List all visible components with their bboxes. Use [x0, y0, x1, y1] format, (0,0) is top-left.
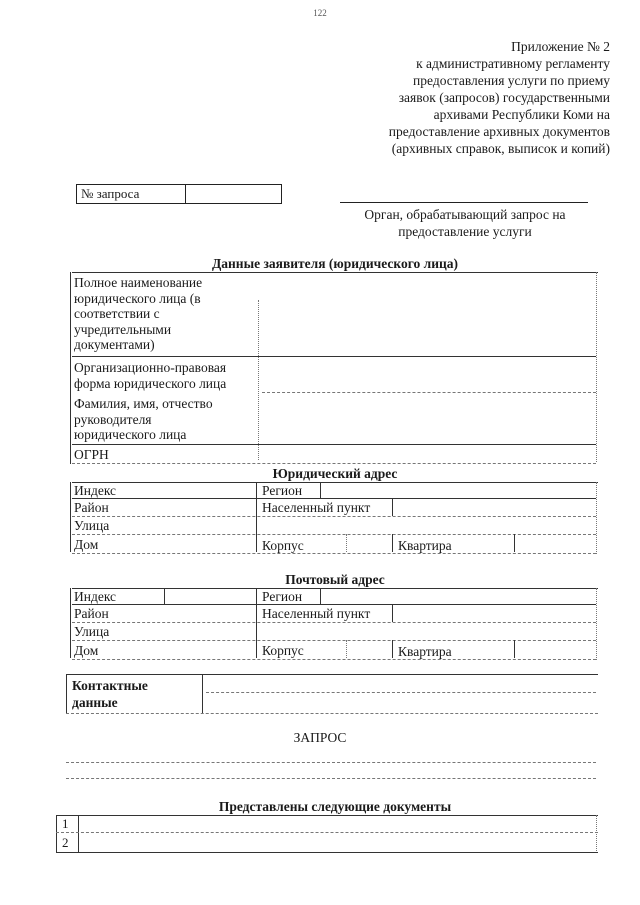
appendix-line: к административному регламенту [416, 56, 610, 71]
contacts-left-border [66, 674, 67, 714]
postal-address-left-border [70, 588, 71, 658]
row-divider [72, 622, 596, 623]
legal-building-label: Корпус [262, 538, 304, 553]
postal-index-label: Индекс [74, 589, 117, 604]
organ-caption-line: предоставление услуги [398, 224, 532, 239]
postal-street-label: Улица [74, 624, 110, 639]
applicant-top-border [72, 272, 598, 273]
postal-column-divider [256, 588, 257, 658]
documents-bottom-border [56, 852, 598, 853]
row-divider [72, 444, 596, 445]
legal-address-title: Юридический адрес [272, 466, 398, 481]
row-divider [72, 498, 596, 499]
legal-street-field[interactable] [120, 518, 594, 533]
postal-settlement-label: Населенный пункт [262, 606, 371, 621]
row-divider [72, 659, 596, 660]
appendix-line: Приложение № 2 [511, 39, 610, 54]
organ-caption [330, 206, 600, 240]
legal-address-left-border [70, 482, 71, 552]
applicant-column-divider [258, 300, 259, 460]
field-divider [164, 588, 165, 604]
field-divider [514, 534, 515, 552]
document-row-field[interactable] [82, 816, 594, 831]
field-divider [392, 640, 393, 658]
label-line: руководителя [74, 411, 152, 427]
postal-region-label: Регион [262, 589, 303, 604]
full-name-label [74, 275, 202, 353]
appendix-line: предоставления услуги по приему [413, 73, 610, 88]
request-line [66, 778, 596, 779]
legal-settlement-label: Населенный пункт [262, 500, 371, 515]
field-divider [320, 588, 321, 604]
request-text-field[interactable] [66, 748, 596, 788]
label-line: Организационно-правовая [74, 360, 227, 375]
field-divider [514, 640, 515, 658]
postal-index-field[interactable] [168, 589, 252, 604]
legal-form-field[interactable] [262, 360, 594, 390]
documents-left-border [56, 815, 57, 853]
label-line: документами) [74, 337, 155, 352]
legal-region-field[interactable] [324, 483, 594, 498]
document-row-number: 1 [62, 816, 69, 831]
postal-settlement-field[interactable] [396, 606, 594, 621]
postal-region-field[interactable] [324, 589, 594, 604]
document-row-field[interactable] [82, 835, 594, 850]
postal-house-field[interactable] [110, 643, 252, 658]
row-divider [72, 356, 596, 357]
request-number-label: № запроса [77, 185, 186, 203]
field-divider [346, 534, 347, 552]
label-line: соответствии с [74, 306, 160, 321]
postal-apartment-field[interactable] [518, 644, 594, 659]
ogrn-label: ОГРН [74, 447, 109, 462]
label-line: учредительными [74, 321, 172, 337]
field-divider [392, 604, 393, 622]
document-row-number: 2 [62, 835, 69, 850]
ogrn-field[interactable] [262, 446, 594, 462]
row-divider [262, 392, 596, 393]
request-line [66, 762, 596, 763]
postal-house-label: Дом [74, 643, 99, 658]
field-divider [346, 640, 347, 658]
legal-street-label: Улица [74, 518, 110, 533]
field-divider [320, 482, 321, 498]
legal-region-label: Регион [262, 483, 303, 498]
label-line: юридического лица [74, 427, 187, 442]
legal-index-label: Индекс [74, 483, 117, 498]
legal-settlement-field[interactable] [396, 500, 594, 515]
appendix-line: (архивных справок, выписок и копий) [391, 141, 610, 156]
row-divider [72, 463, 596, 464]
postal-building-label: Корпус [262, 643, 304, 658]
legal-district-field[interactable] [148, 500, 252, 515]
legal-apartment-label: Квартира [398, 538, 452, 553]
full-name-field[interactable] [262, 300, 594, 354]
label-line: форма юридического лица [74, 375, 227, 391]
label-line: Фамилия, имя, отчество [74, 396, 213, 411]
field-divider [392, 534, 393, 552]
contacts-bottom-border [66, 713, 598, 714]
page-number: 122 [313, 8, 327, 18]
documents-title: Представлены следующие документы [218, 799, 452, 814]
contacts-top-border [66, 674, 598, 675]
contacts-field[interactable] [206, 676, 596, 712]
legal-column-divider [256, 482, 257, 552]
contacts-column-divider [202, 674, 203, 714]
postal-apartment-label: Квартира [398, 644, 452, 659]
row-divider [72, 534, 596, 535]
appendix-line: заявок (запросов) государственными [398, 90, 610, 105]
legal-district-label: Район [74, 500, 109, 515]
legal-building-field[interactable] [350, 538, 390, 553]
organ-caption-line: Орган, обрабатывающий запрос на [364, 207, 566, 222]
documents-column-divider [78, 815, 79, 853]
legal-house-field[interactable] [110, 537, 252, 552]
legal-house-label: Дом [74, 537, 99, 552]
label-line: Контактные [72, 678, 148, 693]
postal-district-label: Район [74, 606, 109, 621]
head-name-label [74, 396, 213, 443]
request-title: ЗАПРОС [293, 730, 347, 745]
contacts-field-line [206, 692, 596, 693]
legal-index-field[interactable] [148, 483, 252, 498]
applicant-left-border [70, 272, 71, 464]
postal-building-field[interactable] [350, 643, 390, 658]
postal-street-field[interactable] [120, 624, 594, 639]
label-line: юридического лица (в [74, 290, 201, 306]
row-divider [56, 832, 598, 833]
legal-address-right-border [596, 482, 597, 554]
request-number-field[interactable] [186, 185, 281, 203]
appendix-header [310, 38, 610, 157]
applicant-section-title: Данные заявителя (юридического лица) [211, 256, 459, 271]
row-divider [72, 604, 596, 605]
row-divider [72, 553, 596, 554]
legal-form-label [74, 360, 226, 391]
postal-address-right-border [596, 588, 597, 660]
postal-address-title: Почтовый адрес [285, 572, 385, 587]
documents-right-border [596, 815, 597, 853]
appendix-line: архивами Республики Коми на [433, 107, 610, 122]
organ-signature-line[interactable] [340, 202, 588, 203]
legal-apartment-field[interactable] [518, 538, 594, 553]
field-divider [392, 498, 393, 516]
label-line: данные [72, 695, 118, 710]
row-divider [72, 640, 596, 641]
row-divider [72, 516, 596, 517]
request-number-box [76, 184, 282, 204]
contacts-label [72, 677, 148, 711]
head-name-field[interactable] [262, 396, 594, 442]
appendix-line: предоставление архивных документов [388, 124, 610, 139]
applicant-right-border [596, 272, 597, 462]
postal-district-field[interactable] [148, 606, 252, 621]
label-line: Полное наименование [74, 275, 203, 290]
